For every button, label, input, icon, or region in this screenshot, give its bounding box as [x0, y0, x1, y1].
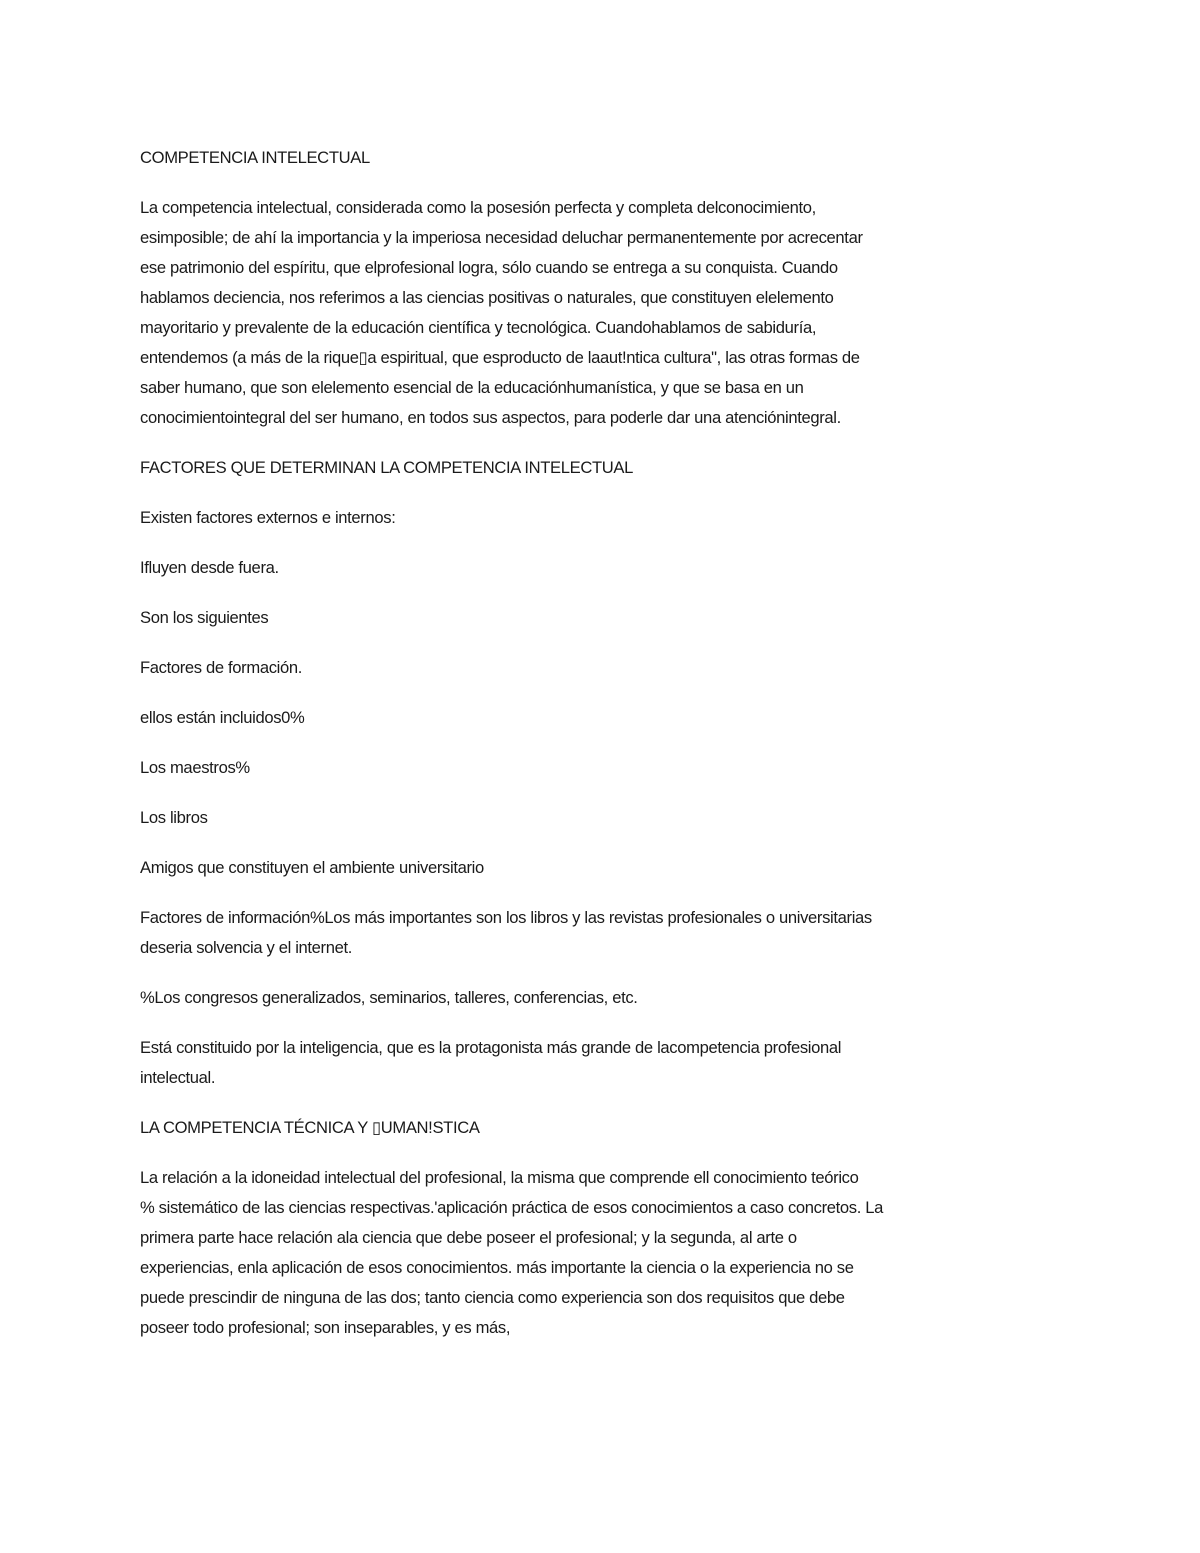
- text-line: Está constituido por la inteligencia, que es la protagonista más grande de lacompetencia profesional: [140, 1038, 842, 1057]
- paragraph: [140, 553, 1070, 583]
- paragraph: [140, 753, 1070, 783]
- paragraph: [140, 1163, 1070, 1343]
- text-line: puede prescindir de ninguna de las dos; tanto ciencia como experiencia son dos requisitos que debe: [140, 1288, 845, 1307]
- paragraph: [140, 803, 1070, 833]
- text-line: saber humano, que son elelemento esencial de la educaciónhumanística, y que se basa en un: [140, 378, 804, 397]
- text-line: hablamos deciencia, nos referimos a las ciencias positivas o naturales, que constituyen elelemento: [140, 288, 834, 307]
- text-line: conocimientointegral del ser humano, en todos sus aspectos, para poderle dar una atenciónintegral.: [140, 408, 841, 427]
- paragraph: [140, 603, 1070, 633]
- text-line: ese patrimonio del espíritu, que elprofesional logra, sólo cuando se entrega a su conquista. Cuando: [140, 258, 838, 277]
- text-line: deseria solvencia y el internet.: [140, 938, 353, 957]
- text-line: ellos están incluidos0%: [140, 708, 305, 727]
- text-line: intelectual.: [140, 1068, 216, 1087]
- text-line: esimposible; de ahí la importancia y la imperiosa necesidad deluchar permanentemente por acrecentar: [140, 228, 863, 247]
- section-heading: [140, 453, 1070, 483]
- paragraph: [140, 983, 1070, 1013]
- text-line: La competencia intelectual, considerada como la posesión perfecta y completa delconocimiento,: [140, 198, 816, 217]
- paragraph: [140, 193, 1070, 433]
- text-line: Existen factores externos e internos:: [140, 508, 396, 527]
- text-line: % sistemático de las ciencias respectivas.'aplicación práctica de esos conocimientos a caso concretos. La: [140, 1198, 884, 1217]
- paragraph: [140, 853, 1070, 883]
- text-line: La relación a la idoneidad intelectual del profesional, la misma que comprende ell conocimiento teórico: [140, 1168, 859, 1187]
- document-page: [140, 143, 1070, 1363]
- text-line: entendemos (a más de la rique▯a espiritual, que esproducto de laaut!ntica cultura", las otras formas de: [140, 348, 860, 367]
- text-line: poseer todo profesional; son inseparables, y es más,: [140, 1318, 511, 1337]
- text-line: Factores de información%Los más importantes son los libros y las revistas profesionales o universitarias: [140, 908, 872, 927]
- section-heading: [140, 1113, 1070, 1143]
- text-line: Amigos que constituyen el ambiente universitario: [140, 858, 484, 877]
- text-line: Factores de formación.: [140, 658, 302, 677]
- text-line: Son los siguientes: [140, 608, 269, 627]
- paragraph: [140, 503, 1070, 533]
- text-line: primera parte hace relación ala ciencia que debe poseer el profesional; y la segunda, al arte o: [140, 1228, 797, 1247]
- text-line: FACTORES QUE DETERMINAN LA COMPETENCIA INTELECTUAL: [140, 458, 634, 477]
- text-line: Ifluyen desde fuera.: [140, 558, 279, 577]
- text-line: experiencias, enla aplicación de esos conocimientos. más importante la ciencia o la experiencia no se: [140, 1258, 854, 1277]
- paragraph: [140, 653, 1070, 683]
- text-line: LA COMPETENCIA TÉCNICA Y ▯UMAN!STICA: [140, 1118, 480, 1137]
- text-line: Los maestros%: [140, 758, 250, 777]
- paragraph: [140, 903, 1070, 963]
- section-heading: [140, 143, 1070, 173]
- text-line: Los libros: [140, 808, 208, 827]
- paragraph: [140, 703, 1070, 733]
- paragraph: [140, 1033, 1070, 1093]
- text-line: COMPETENCIA INTELECTUAL: [140, 148, 370, 167]
- text-line: mayoritario y prevalente de la educación científica y tecnológica. Cuandohablamos de sabiduría,: [140, 318, 817, 337]
- text-line: %Los congresos generalizados, seminarios, talleres, conferencias, etc.: [140, 988, 638, 1007]
